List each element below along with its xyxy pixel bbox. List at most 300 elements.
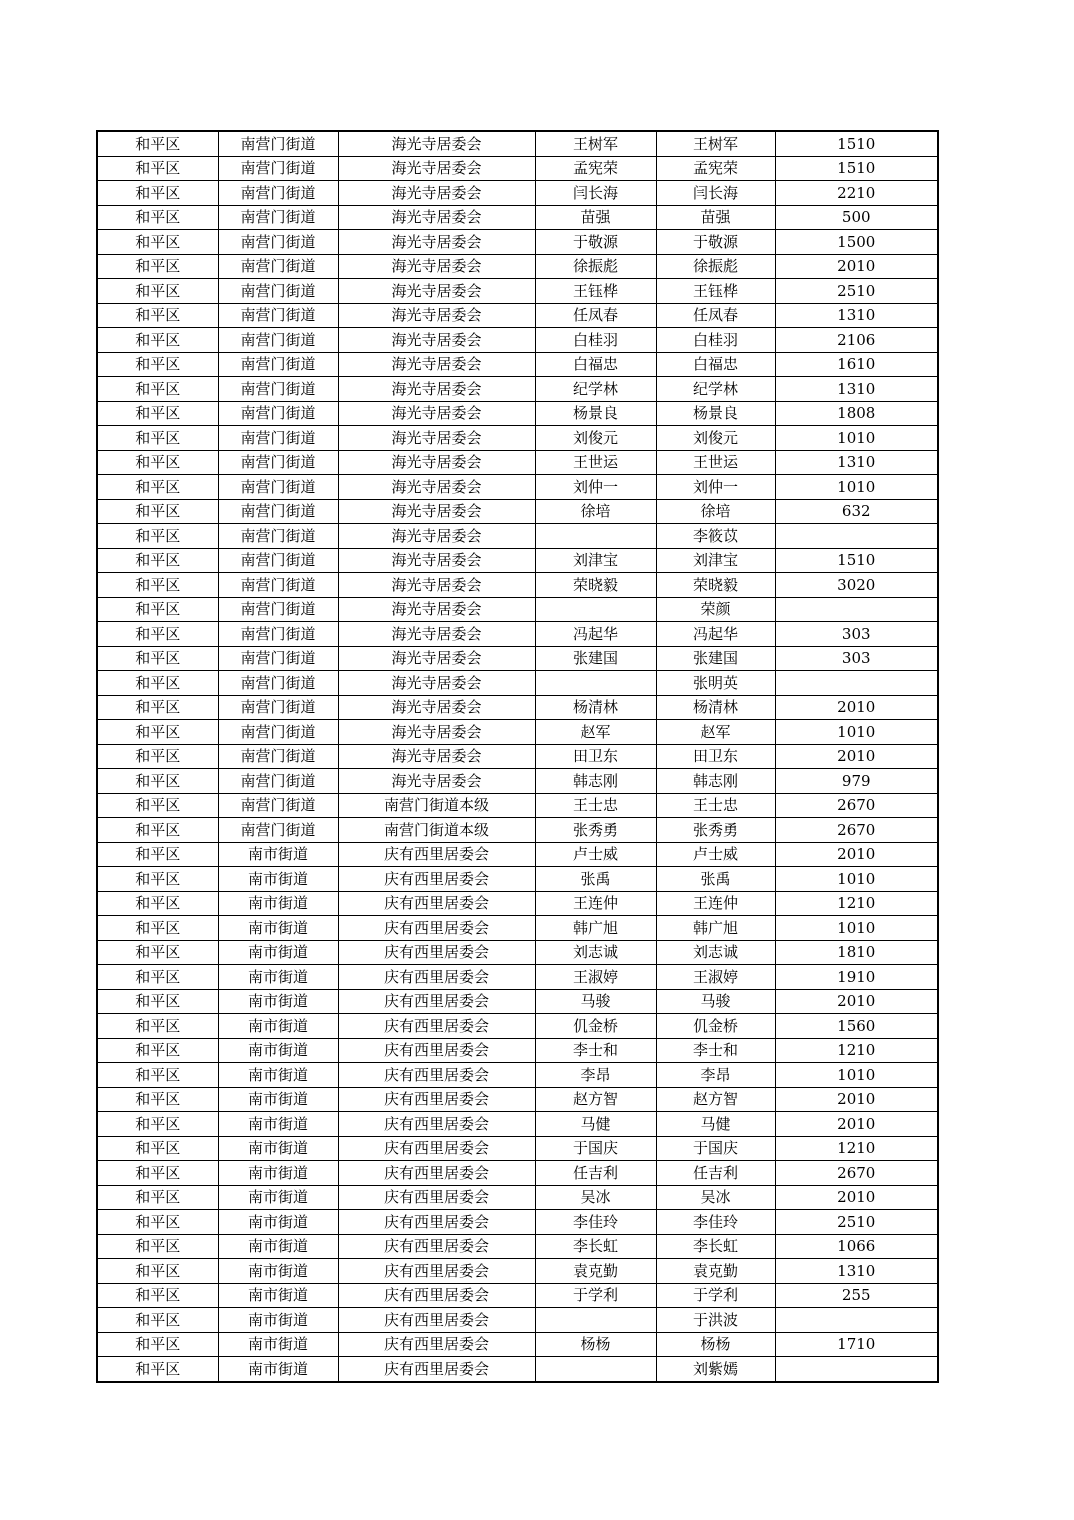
street-cell: 南营门街道 [218,597,338,622]
district-cell: 和平区 [97,1357,218,1382]
table-row [97,548,938,573]
street-cell: 南市街道 [218,1063,338,1088]
table-row [97,426,938,451]
street-cell: 南营门街道 [218,818,338,843]
district-cell: 和平区 [97,1063,218,1088]
amount-cell [775,597,938,622]
district-cell: 和平区 [97,597,218,622]
district-cell: 和平区 [97,769,218,794]
applicant-cell: 于敬源 [535,230,656,255]
district-cell: 和平区 [97,1308,218,1333]
member-cell: 闫长海 [656,181,775,206]
district-cell: 和平区 [97,352,218,377]
committee-cell: 海光寺居委会 [338,769,535,794]
committee-cell: 海光寺居委会 [338,475,535,500]
amount-cell: 1610 [775,352,938,377]
district-cell: 和平区 [97,548,218,573]
applicant-cell: 荣晓毅 [535,573,656,598]
street-cell: 南营门街道 [218,254,338,279]
member-cell: 李昂 [656,1063,775,1088]
applicant-cell: 杨景良 [535,401,656,426]
applicant-cell: 杨杨 [535,1332,656,1357]
committee-cell: 海光寺居委会 [338,524,535,549]
applicant-cell: 白福忠 [535,352,656,377]
member-cell: 张明英 [656,671,775,696]
street-cell: 南市街道 [218,1234,338,1259]
street-cell: 南市街道 [218,1259,338,1284]
applicant-cell: 赵方智 [535,1087,656,1112]
applicant-cell: 张建国 [535,646,656,671]
table-row [97,1161,938,1186]
committee-cell: 南营门街道本级 [338,818,535,843]
applicant-cell: 闫长海 [535,181,656,206]
district-cell: 和平区 [97,1259,218,1284]
district-cell: 和平区 [97,671,218,696]
table-row [97,769,938,794]
amount-cell: 2670 [775,818,938,843]
member-cell: 韩广旭 [656,916,775,941]
applicant-cell: 白桂羽 [535,328,656,353]
table-row [97,205,938,230]
applicant-cell [535,1357,656,1382]
member-cell: 刘紫嫣 [656,1357,775,1382]
table-row [97,1234,938,1259]
district-cell: 和平区 [97,1283,218,1308]
committee-cell: 海光寺居委会 [338,573,535,598]
amount-cell: 2010 [775,1087,938,1112]
amount-cell: 2510 [775,1210,938,1235]
table-row [97,916,938,941]
committee-cell: 海光寺居委会 [338,230,535,255]
member-cell: 于洪波 [656,1308,775,1333]
district-cell: 和平区 [97,499,218,524]
member-cell: 刘仲一 [656,475,775,500]
street-cell: 南营门街道 [218,352,338,377]
applicant-cell: 李士和 [535,1038,656,1063]
street-cell: 南营门街道 [218,695,338,720]
street-cell: 南营门街道 [218,769,338,794]
applicant-cell: 张秀勇 [535,818,656,843]
district-cell: 和平区 [97,426,218,451]
member-cell: 杨杨 [656,1332,775,1357]
amount-cell: 1310 [775,450,938,475]
committee-cell: 海光寺居委会 [338,279,535,304]
table-row [97,573,938,598]
applicant-cell: 张禹 [535,867,656,892]
applicant-cell: 田卫东 [535,744,656,769]
member-cell: 仉金桥 [656,1014,775,1039]
applicant-cell: 刘志诚 [535,940,656,965]
district-cell: 和平区 [97,1234,218,1259]
district-cell: 和平区 [97,450,218,475]
amount-cell: 1510 [775,156,938,181]
member-cell: 马骏 [656,989,775,1014]
applicant-cell: 王士忠 [535,793,656,818]
table-row [97,842,938,867]
district-cell: 和平区 [97,1014,218,1039]
table-row [97,720,938,745]
committee-cell: 海光寺居委会 [338,377,535,402]
table-row [97,450,938,475]
member-cell: 荣晓毅 [656,573,775,598]
district-cell: 和平区 [97,573,218,598]
member-cell: 王树军 [656,131,775,156]
district-cell: 和平区 [97,377,218,402]
street-cell: 南市街道 [218,842,338,867]
street-cell: 南营门街道 [218,401,338,426]
street-cell: 南市街道 [218,891,338,916]
amount-cell: 303 [775,622,938,647]
street-cell: 南营门街道 [218,671,338,696]
applicant-cell: 赵军 [535,720,656,745]
table-row [97,303,938,328]
amount-cell: 500 [775,205,938,230]
street-cell: 南营门街道 [218,205,338,230]
member-cell: 白福忠 [656,352,775,377]
street-cell: 南市街道 [218,1357,338,1382]
street-cell: 南营门街道 [218,230,338,255]
amount-cell: 1210 [775,891,938,916]
district-cell: 和平区 [97,401,218,426]
table-row [97,695,938,720]
street-cell: 南市街道 [218,1087,338,1112]
applicant-cell: 卢士威 [535,842,656,867]
district-cell: 和平区 [97,1136,218,1161]
amount-cell [775,1308,938,1333]
amount-cell: 1210 [775,1136,938,1161]
amount-cell: 1810 [775,940,938,965]
committee-cell: 海光寺居委会 [338,181,535,206]
table-row [97,401,938,426]
member-cell: 李长虹 [656,1234,775,1259]
applicant-cell: 李长虹 [535,1234,656,1259]
street-cell: 南营门街道 [218,720,338,745]
amount-cell: 1010 [775,426,938,451]
applicant-cell: 于国庆 [535,1136,656,1161]
table-row [97,1259,938,1284]
committee-cell: 庆有西里居委会 [338,842,535,867]
amount-cell [775,671,938,696]
amount-cell: 1010 [775,720,938,745]
amount-cell: 2010 [775,1185,938,1210]
committee-cell: 海光寺居委会 [338,254,535,279]
district-cell: 和平区 [97,156,218,181]
district-cell: 和平区 [97,1332,218,1357]
table-row [97,940,938,965]
member-cell: 张秀勇 [656,818,775,843]
member-cell: 卢士威 [656,842,775,867]
committee-cell: 海光寺居委会 [338,646,535,671]
street-cell: 南营门街道 [218,131,338,156]
amount-cell: 1010 [775,916,938,941]
street-cell: 南营门街道 [218,303,338,328]
amount-cell: 2010 [775,695,938,720]
member-cell: 任吉利 [656,1161,775,1186]
amount-cell: 2010 [775,744,938,769]
committee-cell: 海光寺居委会 [338,499,535,524]
amount-cell: 2010 [775,254,938,279]
amount-cell: 2010 [775,1112,938,1137]
applicant-cell: 徐培 [535,499,656,524]
committee-cell: 海光寺居委会 [338,303,535,328]
applicant-cell: 吴冰 [535,1185,656,1210]
street-cell: 南市街道 [218,1161,338,1186]
table-row [97,1087,938,1112]
committee-cell: 庆有西里居委会 [338,1259,535,1284]
amount-cell: 1808 [775,401,938,426]
data-table [96,130,939,1383]
table-row [97,1357,938,1382]
table-body [97,131,938,1382]
amount-cell: 1010 [775,475,938,500]
street-cell: 南营门街道 [218,548,338,573]
applicant-cell: 李佳玲 [535,1210,656,1235]
committee-cell: 庆有西里居委会 [338,940,535,965]
member-cell: 赵方智 [656,1087,775,1112]
committee-cell: 海光寺居委会 [338,328,535,353]
district-cell: 和平区 [97,695,218,720]
applicant-cell: 徐振彪 [535,254,656,279]
committee-cell: 海光寺居委会 [338,426,535,451]
committee-cell: 庆有西里居委会 [338,1357,535,1382]
amount-cell: 1560 [775,1014,938,1039]
district-cell: 和平区 [97,1210,218,1235]
district-cell: 和平区 [97,622,218,647]
table-row [97,352,938,377]
table-row [97,867,938,892]
committee-cell: 海光寺居委会 [338,695,535,720]
member-cell: 白桂羽 [656,328,775,353]
applicant-cell: 袁克勤 [535,1259,656,1284]
table-row [97,1136,938,1161]
street-cell: 南营门街道 [218,450,338,475]
table-row [97,793,938,818]
amount-cell: 1010 [775,867,938,892]
amount-cell: 1310 [775,1259,938,1284]
committee-cell: 海光寺居委会 [338,131,535,156]
member-cell: 于国庆 [656,1136,775,1161]
member-cell: 徐振彪 [656,254,775,279]
committee-cell: 庆有西里居委会 [338,1283,535,1308]
committee-cell: 海光寺居委会 [338,401,535,426]
member-cell: 韩志刚 [656,769,775,794]
member-cell: 王钰桦 [656,279,775,304]
street-cell: 南营门街道 [218,156,338,181]
member-cell: 赵军 [656,720,775,745]
street-cell: 南市街道 [218,867,338,892]
street-cell: 南营门街道 [218,646,338,671]
street-cell: 南营门街道 [218,499,338,524]
committee-cell: 海光寺居委会 [338,450,535,475]
table-row [97,1038,938,1063]
amount-cell: 1310 [775,303,938,328]
district-cell: 和平区 [97,646,218,671]
district-cell: 和平区 [97,744,218,769]
member-cell: 王士忠 [656,793,775,818]
committee-cell: 海光寺居委会 [338,156,535,181]
member-cell: 王世运 [656,450,775,475]
street-cell: 南市街道 [218,1283,338,1308]
committee-cell: 海光寺居委会 [338,671,535,696]
street-cell: 南市街道 [218,1112,338,1137]
street-cell: 南营门街道 [218,744,338,769]
district-cell: 和平区 [97,303,218,328]
committee-cell: 海光寺居委会 [338,205,535,230]
table-row [97,1185,938,1210]
member-cell: 王连仲 [656,891,775,916]
applicant-cell: 苗强 [535,205,656,230]
committee-cell: 庆有西里居委会 [338,1087,535,1112]
district-cell: 和平区 [97,1038,218,1063]
applicant-cell: 韩广旭 [535,916,656,941]
member-cell: 刘志诚 [656,940,775,965]
committee-cell: 庆有西里居委会 [338,1038,535,1063]
applicant-cell: 刘仲一 [535,475,656,500]
amount-cell: 1510 [775,548,938,573]
member-cell: 刘俊元 [656,426,775,451]
applicant-cell [535,597,656,622]
street-cell: 南市街道 [218,1014,338,1039]
committee-cell: 庆有西里居委会 [338,1063,535,1088]
table-row [97,524,938,549]
table-row [97,646,938,671]
table-row [97,1283,938,1308]
district-cell: 和平区 [97,989,218,1014]
district-cell: 和平区 [97,1112,218,1137]
committee-cell: 庆有西里居委会 [338,1210,535,1235]
district-cell: 和平区 [97,328,218,353]
amount-cell: 1910 [775,965,938,990]
committee-cell: 庆有西里居委会 [338,1308,535,1333]
applicant-cell: 王树军 [535,131,656,156]
amount-cell: 255 [775,1283,938,1308]
member-cell: 李佳玲 [656,1210,775,1235]
district-cell: 和平区 [97,181,218,206]
amount-cell: 303 [775,646,938,671]
amount-cell: 2010 [775,842,938,867]
amount-cell [775,524,938,549]
committee-cell: 庆有西里居委会 [338,1185,535,1210]
street-cell: 南市街道 [218,1038,338,1063]
table-row [97,499,938,524]
table-row [97,622,938,647]
amount-cell: 1500 [775,230,938,255]
applicant-cell: 马健 [535,1112,656,1137]
applicant-cell: 任吉利 [535,1161,656,1186]
member-cell: 任凤春 [656,303,775,328]
member-cell: 李筱苡 [656,524,775,549]
applicant-cell: 纪学林 [535,377,656,402]
applicant-cell: 任凤春 [535,303,656,328]
table-row [97,279,938,304]
applicant-cell [535,1308,656,1333]
committee-cell: 庆有西里居委会 [338,1161,535,1186]
applicant-cell: 仉金桥 [535,1014,656,1039]
district-cell: 和平区 [97,1087,218,1112]
applicant-cell: 于学利 [535,1283,656,1308]
street-cell: 南营门街道 [218,279,338,304]
applicant-cell [535,671,656,696]
district-cell: 和平区 [97,230,218,255]
applicant-cell [535,524,656,549]
committee-cell: 庆有西里居委会 [338,1112,535,1137]
applicant-cell: 刘津宝 [535,548,656,573]
applicant-cell: 王连仲 [535,891,656,916]
applicant-cell: 孟宪荣 [535,156,656,181]
table-row [97,254,938,279]
applicant-cell: 王世运 [535,450,656,475]
amount-cell: 2106 [775,328,938,353]
amount-cell: 1210 [775,1038,938,1063]
applicant-cell: 冯起华 [535,622,656,647]
district-cell: 和平区 [97,475,218,500]
district-cell: 和平区 [97,254,218,279]
table-row [97,328,938,353]
committee-cell: 海光寺居委会 [338,744,535,769]
applicant-cell: 杨清林 [535,695,656,720]
member-cell: 杨清林 [656,695,775,720]
amount-cell [775,1357,938,1382]
member-cell: 张建国 [656,646,775,671]
street-cell: 南营门街道 [218,622,338,647]
member-cell: 刘津宝 [656,548,775,573]
street-cell: 南营门街道 [218,524,338,549]
member-cell: 徐培 [656,499,775,524]
member-cell: 于学利 [656,1283,775,1308]
table-row [97,671,938,696]
amount-cell: 2670 [775,1161,938,1186]
amount-cell: 2010 [775,989,938,1014]
committee-cell: 庆有西里居委会 [338,891,535,916]
district-cell: 和平区 [97,279,218,304]
district-cell: 和平区 [97,891,218,916]
member-cell: 纪学林 [656,377,775,402]
street-cell: 南市街道 [218,916,338,941]
committee-cell: 南营门街道本级 [338,793,535,818]
street-cell: 南营门街道 [218,426,338,451]
applicant-cell: 韩志刚 [535,769,656,794]
amount-cell: 1710 [775,1332,938,1357]
table-row [97,1112,938,1137]
committee-cell: 庆有西里居委会 [338,1014,535,1039]
amount-cell: 2210 [775,181,938,206]
street-cell: 南营门街道 [218,573,338,598]
table-row [97,1014,938,1039]
committee-cell: 庆有西里居委会 [338,916,535,941]
street-cell: 南市街道 [218,989,338,1014]
amount-cell: 632 [775,499,938,524]
table-row [97,989,938,1014]
table-row [97,131,938,156]
district-cell: 和平区 [97,965,218,990]
amount-cell: 1010 [775,1063,938,1088]
committee-cell: 庆有西里居委会 [338,1332,535,1357]
applicant-cell: 马骏 [535,989,656,1014]
amount-cell: 2510 [775,279,938,304]
district-cell: 和平区 [97,524,218,549]
committee-cell: 庆有西里居委会 [338,965,535,990]
amount-cell: 3020 [775,573,938,598]
district-cell: 和平区 [97,916,218,941]
member-cell: 杨景良 [656,401,775,426]
district-cell: 和平区 [97,867,218,892]
applicant-cell: 李昂 [535,1063,656,1088]
amount-cell: 979 [775,769,938,794]
member-cell: 袁克勤 [656,1259,775,1284]
amount-cell: 1310 [775,377,938,402]
committee-cell: 海光寺居委会 [338,720,535,745]
street-cell: 南市街道 [218,1332,338,1357]
